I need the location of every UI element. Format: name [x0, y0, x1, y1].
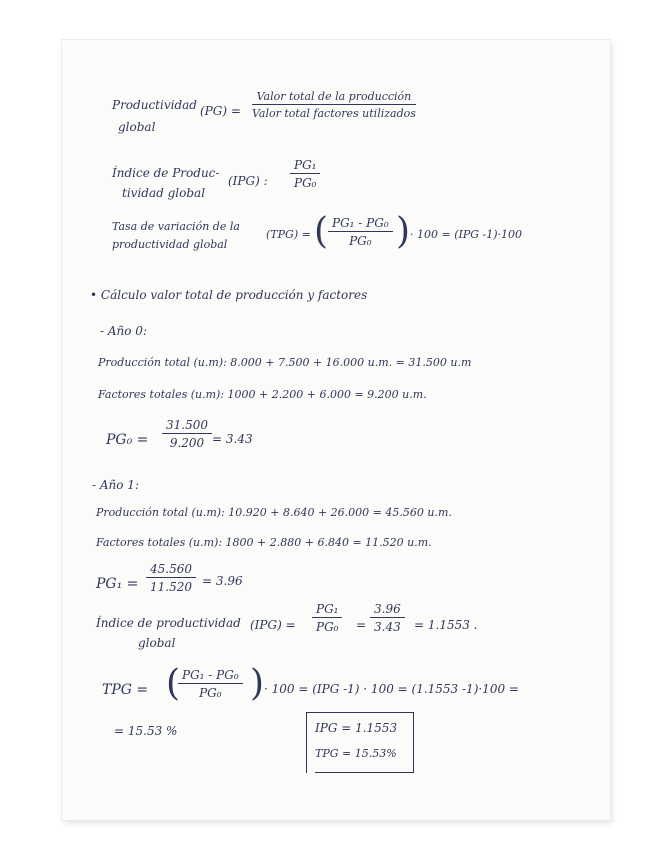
ipg-def-abbr: (IPG) : [228, 174, 268, 188]
year1-pg-label: PG₁ = [96, 576, 139, 592]
pg-def-abbr: (PG) = [200, 104, 241, 118]
ipg-calc-abbr: (IPG) = [250, 618, 296, 632]
tpg-def-fraction [328, 216, 393, 248]
tpg-def-label-line1: Tasa de variación de la [112, 220, 240, 233]
result-ipg: IPG = 1.1553 [315, 721, 398, 735]
section-title: • Cálculo valor total de producción y factores [90, 288, 368, 302]
tpg-def-label-line2: productividad global [112, 238, 228, 251]
ipg-def-denominator: PG₀ [294, 176, 317, 190]
pg-def-denominator: Valor total factores utilizados [252, 107, 416, 120]
tpg-def-abbr: (TPG) = [266, 228, 311, 241]
handwritten-page [62, 40, 610, 820]
ipg-calc-fraction1-denominator: PG₀ [316, 620, 339, 634]
tpg-calc-numerator: PG₁ - PG₀ [178, 668, 243, 684]
year1-pg-result: = 3.96 [202, 574, 243, 588]
tpg-calc-denominator: PG₀ [199, 686, 222, 700]
year1-production: Producción total (u.m): 10.920 + 8.640 + 26.000 = 45.560 u.m. [96, 506, 452, 519]
year0-pg-denominator: 9.200 [169, 436, 205, 450]
tpg-def-rest: · 100 = (IPG -1)·100 [410, 228, 523, 241]
ipg-calc-fraction2-numerator: 3.96 [370, 602, 405, 618]
year1-factors: Factores totales (u.m): 1800 + 2.880 + 6.840 = 11.520 u.m. [96, 536, 432, 549]
result-tpg: TPG = 15.53% [315, 747, 397, 760]
year0-pg-numerator: 31.500 [162, 418, 212, 434]
year0-heading: - Año 0: [100, 324, 147, 338]
year0-factors: Factores totales (u.m): 1000 + 2.200 + 6.000 = 9.200 u.m. [98, 388, 427, 401]
pg-def-numerator: Valor total de la producción [252, 90, 416, 105]
year1-pg-denominator: 11.520 [150, 580, 192, 594]
tpg-calc-open-paren: ( [166, 663, 181, 704]
ipg-calc-equals: = [356, 618, 367, 632]
year0-production: Producción total (u.m): 8.000 + 7.500 + 16.000 u.m. = 31.500 u.m [98, 356, 472, 369]
year1-heading: - Año 1: [92, 478, 139, 492]
tpg-calc-label: TPG = [102, 682, 149, 698]
ipg-def-label-line2: tividad global [122, 186, 206, 200]
ipg-calc-result: = 1.1553 . [414, 618, 478, 632]
ipg-calc-fraction1 [312, 602, 342, 634]
ipg-def-fraction [290, 158, 320, 190]
year0-pg-fraction [162, 418, 212, 450]
tpg-def-close-paren: ) [396, 211, 411, 252]
tpg-calc-fraction [178, 668, 243, 700]
pg-def-label-line1: Productividad [112, 98, 197, 112]
tpg-calc-rest: · 100 = (IPG -1) · 100 = (1.1553 -1)·100 = [264, 682, 519, 696]
ipg-calc-label-line1: Índice de productividad [96, 616, 241, 630]
year0-pg-result: = 3.43 [212, 432, 253, 446]
ipg-calc-fraction1-numerator: PG₁ [312, 602, 342, 618]
ipg-def-numerator: PG₁ [290, 158, 320, 174]
ipg-calc-fraction2 [370, 602, 405, 634]
ipg-calc-fraction2-denominator: 3.43 [374, 620, 401, 634]
ipg-calc-label-line2: global [138, 636, 176, 650]
tpg-calc-result: = 15.53 % [114, 724, 178, 738]
year1-pg-fraction [146, 562, 196, 594]
tpg-def-open-paren: ( [314, 211, 329, 252]
year1-pg-numerator: 45.560 [146, 562, 196, 578]
results-box-underline [315, 772, 413, 773]
pg-def-label-line2: global [118, 120, 156, 134]
ipg-def-label-line1: Índice de Produc- [112, 166, 220, 180]
year0-pg-label: PG₀ = [106, 432, 149, 448]
tpg-calc-close-paren: ) [250, 663, 265, 704]
results-box [306, 712, 414, 773]
pg-def-fraction [252, 90, 416, 120]
tpg-def-denominator: PG₀ [349, 234, 372, 248]
tpg-def-numerator: PG₁ - PG₀ [328, 216, 393, 232]
